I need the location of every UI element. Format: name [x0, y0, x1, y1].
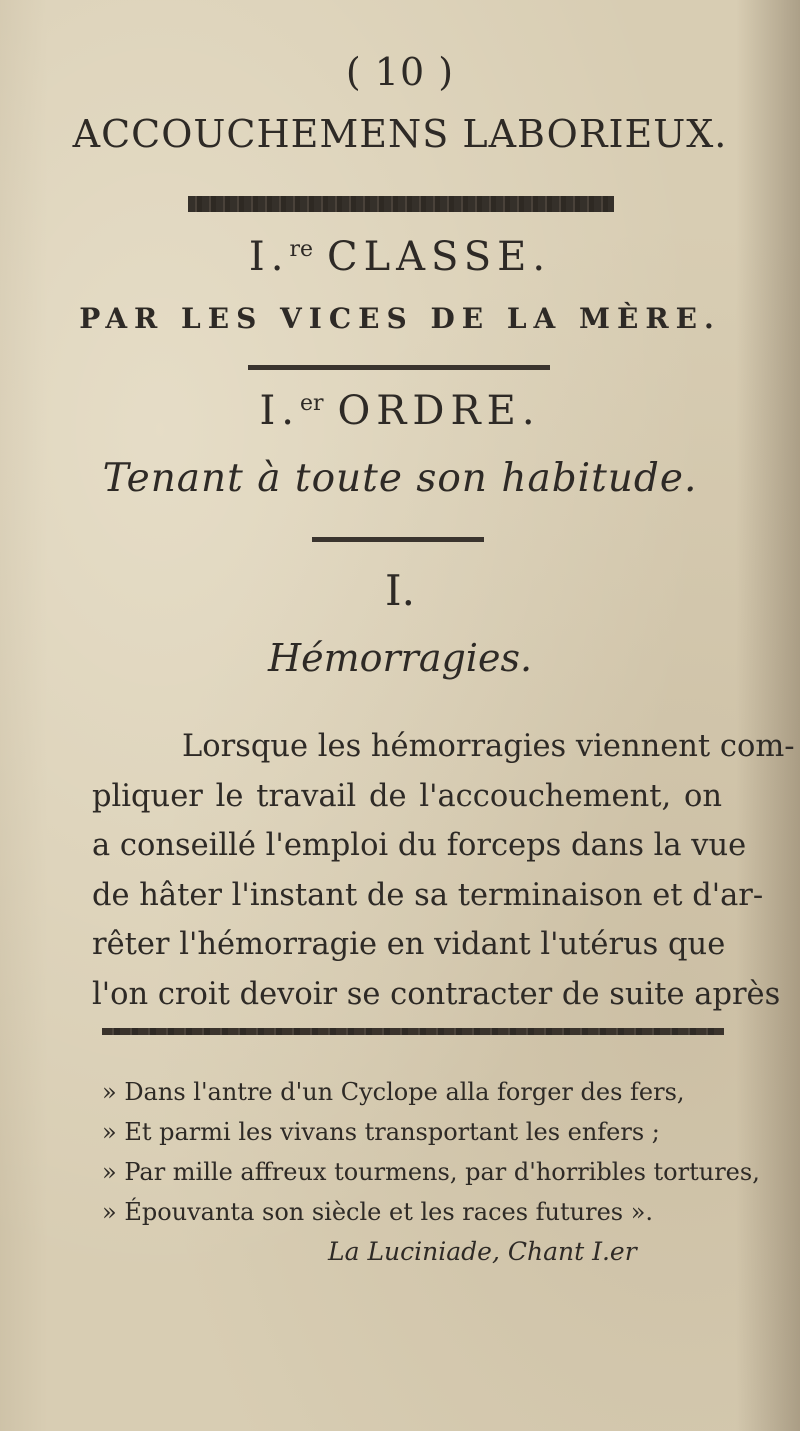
- section-numeral: I.: [385, 566, 415, 615]
- order-superscript: er: [299, 391, 324, 416]
- order-subtitle: Tenant à toute son habitude.: [102, 456, 698, 501]
- class-superscript: re: [289, 237, 313, 262]
- footnote-divider: [102, 1028, 724, 1035]
- divider-1: [248, 365, 550, 370]
- quote-line: » Épouvanta son siècle et les races futures ».: [102, 1198, 654, 1226]
- class-title: CLASSE.: [326, 234, 552, 280]
- quote-line: » Dans l'antre d'un Cyclope alla forger des fers,: [102, 1078, 685, 1106]
- order-prefix: I.: [259, 388, 300, 434]
- page-number: ( 10 ): [345, 50, 455, 94]
- quote-attribution: La Luciniade, Chant I.er: [328, 1237, 637, 1266]
- body-line: rêter l'hémorragie en vidant l'utérus que: [92, 927, 726, 962]
- body-line: pliquer le travail de l'accouchement, on: [92, 778, 722, 814]
- order-title: ORDRE.: [337, 388, 541, 434]
- class-subtitle: PAR LES VICES DE LA MÈRE.: [79, 302, 721, 335]
- body-line: a conseillé l'emploi du forceps dans la vue: [92, 828, 747, 863]
- section-title: Hémorragies.: [267, 636, 533, 680]
- quote-line: » Par mille affreux tourmens, par d'horribles tortures,: [102, 1158, 760, 1186]
- class-heading: [0, 234, 800, 280]
- class-prefix: I.: [248, 234, 290, 280]
- body-line: l'on croit devoir se contracter de suite après: [92, 976, 781, 1012]
- quote-line: » Et parmi les vivans transportant les enfers ;: [102, 1118, 660, 1146]
- divider-2: [312, 537, 484, 542]
- footnote-quote: [102, 1072, 760, 1272]
- order-heading: [0, 388, 800, 434]
- body-line: de hâter l'instant de sa terminaison et d'ar-: [92, 877, 764, 913]
- main-title: ACCOUCHEMENS LABORIEUX.: [72, 112, 728, 156]
- thick-divider: [188, 196, 614, 212]
- body-paragraph: [92, 722, 795, 1019]
- body-line: Lorsque les hémorragies viennent com-: [182, 729, 795, 764]
